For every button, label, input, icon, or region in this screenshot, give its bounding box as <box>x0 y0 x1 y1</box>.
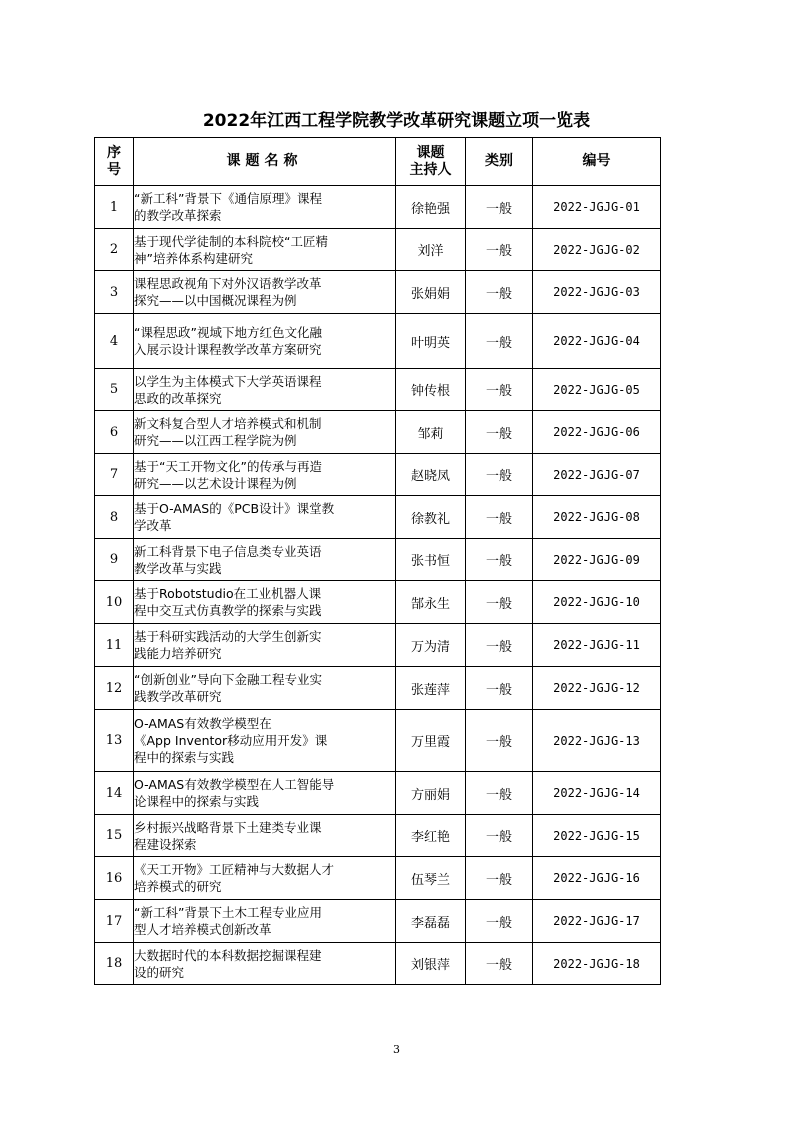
row-code: 2022-JGJG-11 <box>533 624 661 667</box>
project-name-line: 的教学改革探索 <box>134 208 222 223</box>
table-row <box>95 271 661 314</box>
row-project-name <box>134 539 396 581</box>
row-category: 一般 <box>466 772 533 815</box>
row-code: 2022-JGJG-01 <box>533 186 661 229</box>
row-code: 2022-JGJG-08 <box>533 496 661 539</box>
project-name-line: 入展示设计课程教学改革方案研究 <box>134 342 322 357</box>
project-name-line: 乡村振兴战略背景下土建类专业课 <box>134 819 322 835</box>
project-name-line: 思政的改革探究 <box>134 390 222 406</box>
row-index: 3 <box>95 271 134 314</box>
project-name-line: 程建设探索 <box>134 836 197 852</box>
project-name-line: 基于“天工开物文化”的传承与再造 <box>134 458 322 474</box>
row-index: 7 <box>95 454 134 496</box>
row-code: 2022-JGJG-14 <box>533 772 661 815</box>
row-code: 2022-JGJG-12 <box>533 667 661 710</box>
document-title: 2022年江西工程学院教学改革研究课题立项一览表 <box>202 111 591 131</box>
project-name-line: “创新创业”导向下金融工程专业实 <box>134 672 322 687</box>
project-name-line: “新工科”背景下土木工程专业应用 <box>134 905 322 920</box>
row-index: 9 <box>95 539 134 581</box>
row-index: 17 <box>95 900 134 943</box>
row-project-name <box>134 229 396 271</box>
header-leader <box>396 138 466 186</box>
project-name-line: “课程思政”视域下地方红色文化融 <box>134 325 322 340</box>
header-category: 类别 <box>466 138 533 186</box>
row-project-name <box>134 857 396 900</box>
row-project-name <box>134 454 396 496</box>
row-leader: 方丽娟 <box>396 772 466 815</box>
row-leader: 郜永生 <box>396 581 466 624</box>
row-code: 2022-JGJG-04 <box>533 314 661 369</box>
row-category: 一般 <box>466 411 533 454</box>
row-leader: 徐艳强 <box>396 186 466 229</box>
row-index: 6 <box>95 411 134 454</box>
row-code: 2022-JGJG-15 <box>533 815 661 857</box>
project-name-line: 设的研究 <box>134 964 185 980</box>
row-index: 10 <box>95 581 134 624</box>
row-index: 8 <box>95 496 134 539</box>
table-row <box>95 624 661 667</box>
project-name-line: 《App Inventor移动应用开发》课 <box>134 733 328 748</box>
project-name-line: 探究——以中国概况课程为例 <box>134 293 297 308</box>
row-project-name <box>134 624 396 667</box>
project-name-line: 型人才培养模式创新改革 <box>134 922 272 937</box>
row-index: 16 <box>95 857 134 900</box>
row-category: 一般 <box>466 857 533 900</box>
row-category: 一般 <box>466 815 533 857</box>
project-name-line: 《天工开物》工匠精神与大数据人才 <box>134 862 335 877</box>
row-leader: 万里霞 <box>396 710 466 772</box>
row-leader: 邹莉 <box>396 411 466 454</box>
project-name-line: 践能力培养研究 <box>134 646 222 661</box>
row-leader: 李磊磊 <box>396 900 466 943</box>
project-name-line: 基于Robotstudio在工业机器人课 <box>134 586 322 601</box>
row-leader: 叶明英 <box>396 314 466 369</box>
row-project-name <box>134 710 396 772</box>
row-category: 一般 <box>466 186 533 229</box>
project-name-line: 学改革 <box>134 518 172 533</box>
table-row <box>95 314 661 369</box>
header-leader-line: 主持人 <box>409 161 452 178</box>
row-category: 一般 <box>466 624 533 667</box>
row-category: 一般 <box>466 271 533 314</box>
table-header-row <box>95 138 661 186</box>
project-name-line: 培养模式的研究 <box>134 879 222 894</box>
row-project-name <box>134 667 396 710</box>
row-code: 2022-JGJG-06 <box>533 411 661 454</box>
row-category: 一般 <box>466 943 533 985</box>
table-row <box>95 581 661 624</box>
row-project-name <box>134 496 396 539</box>
row-category: 一般 <box>466 539 533 581</box>
table-row <box>95 772 661 815</box>
row-project-name <box>134 271 396 314</box>
header-project-name: 课题名称 <box>134 138 396 186</box>
header-index-line: 序 <box>107 144 121 161</box>
table-row <box>95 229 661 271</box>
row-leader: 刘洋 <box>396 229 466 271</box>
row-index: 4 <box>95 314 134 369</box>
row-project-name <box>134 943 396 985</box>
table-row <box>95 667 661 710</box>
row-project-name <box>134 314 396 369</box>
project-name-line: O-AMAS有效教学模型在人工智能导 <box>134 777 335 792</box>
row-leader: 张书恒 <box>396 539 466 581</box>
row-code: 2022-JGJG-07 <box>533 454 661 496</box>
table-row <box>95 710 661 772</box>
row-project-name <box>134 369 396 411</box>
row-project-name <box>134 411 396 454</box>
row-index: 11 <box>95 624 134 667</box>
project-name-line: 教学改革与实践 <box>134 560 222 576</box>
project-name-line: 研究——以江西工程学院为例 <box>134 433 297 448</box>
table-row <box>95 900 661 943</box>
row-leader: 伍琴兰 <box>396 857 466 900</box>
project-name-line: 基于现代学徒制的本科院校“工匠精 <box>134 233 328 249</box>
row-code: 2022-JGJG-16 <box>533 857 661 900</box>
project-name-line: 基于科研实践活动的大学生创新实 <box>134 629 322 644</box>
project-table <box>94 137 661 985</box>
project-name-line: 基于O-AMAS的《PCB设计》课堂教 <box>134 501 335 516</box>
project-name-line: 以学生为主体模式下大学英语课程 <box>134 373 322 389</box>
table-row <box>95 496 661 539</box>
page-number: 3 <box>393 1043 400 1056</box>
row-code: 2022-JGJG-02 <box>533 229 661 271</box>
row-project-name <box>134 815 396 857</box>
project-name-line: 研究——以艺术设计课程为例 <box>134 475 297 491</box>
row-project-name <box>134 900 396 943</box>
header-index <box>95 138 134 186</box>
project-name-line: 课程思政视角下对外汉语教学改革 <box>134 276 322 291</box>
row-leader: 赵晓凤 <box>396 454 466 496</box>
table-row <box>95 857 661 900</box>
row-index: 18 <box>95 943 134 985</box>
table-row <box>95 186 661 229</box>
row-category: 一般 <box>466 369 533 411</box>
row-category: 一般 <box>466 496 533 539</box>
project-name-line: “新工科”背景下《通信原理》课程 <box>134 191 322 206</box>
row-category: 一般 <box>466 229 533 271</box>
row-category: 一般 <box>466 581 533 624</box>
header-leader-line: 课题 <box>416 144 445 161</box>
project-name-line: 论课程中的探索与实践 <box>134 794 260 809</box>
table-row <box>95 943 661 985</box>
row-index: 1 <box>95 186 134 229</box>
row-index: 2 <box>95 229 134 271</box>
row-leader: 钟传根 <box>396 369 466 411</box>
row-category: 一般 <box>466 454 533 496</box>
row-leader: 刘银萍 <box>396 943 466 985</box>
row-category: 一般 <box>466 900 533 943</box>
header-code: 编号 <box>533 138 661 186</box>
row-index: 14 <box>95 772 134 815</box>
project-name-line: 新工科背景下电子信息类专业英语 <box>134 543 322 559</box>
row-category: 一般 <box>466 314 533 369</box>
row-category: 一般 <box>466 710 533 772</box>
row-project-name <box>134 581 396 624</box>
row-project-name <box>134 186 396 229</box>
table-row <box>95 815 661 857</box>
row-leader: 徐教礼 <box>396 496 466 539</box>
row-code: 2022-JGJG-09 <box>533 539 661 581</box>
project-name-line: 践教学改革研究 <box>134 689 222 704</box>
row-leader: 张莲萍 <box>396 667 466 710</box>
table-row <box>95 454 661 496</box>
header-index-line: 号 <box>107 161 121 178</box>
row-code: 2022-JGJG-17 <box>533 900 661 943</box>
row-index: 15 <box>95 815 134 857</box>
table-body <box>95 186 661 985</box>
project-name-line: O-AMAS有效教学模型在 <box>134 716 272 731</box>
table-row <box>95 539 661 581</box>
table-row <box>95 369 661 411</box>
row-index: 5 <box>95 369 134 411</box>
row-leader: 张娟娟 <box>396 271 466 314</box>
row-index: 13 <box>95 710 134 772</box>
table-row <box>95 411 661 454</box>
row-leader: 李红艳 <box>396 815 466 857</box>
row-code: 2022-JGJG-18 <box>533 943 661 985</box>
project-name-line: 大数据时代的本科数据挖掘课程建 <box>134 947 322 963</box>
row-index: 12 <box>95 667 134 710</box>
row-category: 一般 <box>466 667 533 710</box>
project-name-line: 神”培养体系构建研究 <box>134 250 253 266</box>
project-name-line: 程中的探索与实践 <box>134 750 235 765</box>
project-name-line: 新文科复合型人才培养模式和机制 <box>134 416 322 431</box>
row-code: 2022-JGJG-03 <box>533 271 661 314</box>
row-code: 2022-JGJG-05 <box>533 369 661 411</box>
row-project-name <box>134 772 396 815</box>
row-leader: 万为清 <box>396 624 466 667</box>
project-name-line: 程中交互式仿真教学的探索与实践 <box>134 603 322 618</box>
row-code: 2022-JGJG-10 <box>533 581 661 624</box>
row-code: 2022-JGJG-13 <box>533 710 661 772</box>
